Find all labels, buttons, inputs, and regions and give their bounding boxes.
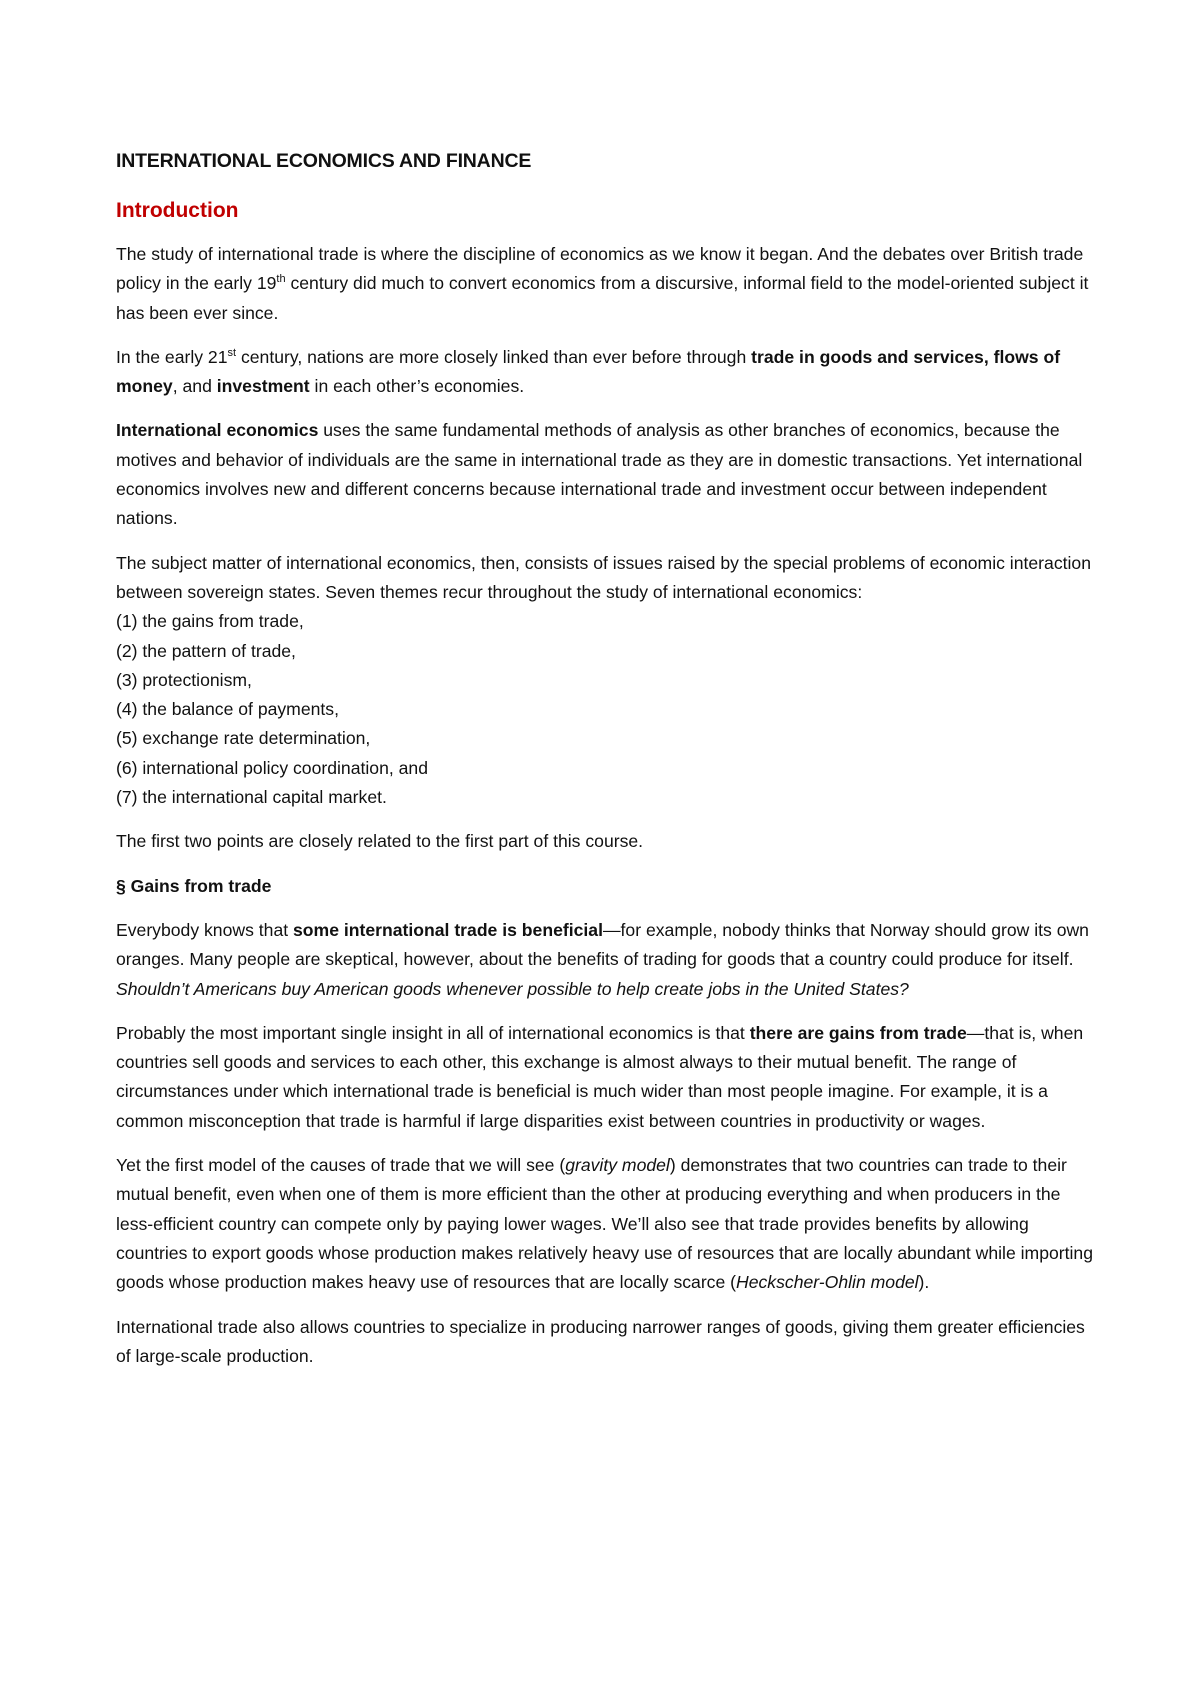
section-heading-introduction: Introduction (116, 199, 239, 222)
paragraph-2-text-b: century, nations are more closely linked than ever before through (236, 346, 752, 367)
paragraph-8-italic-2: Heckscher-Ohlin model (736, 1272, 919, 1293)
paragraph-8-text-c: ). (918, 1272, 930, 1293)
paragraph-7-text-a: Probably the most important single insight in all of international economics is that (116, 1022, 750, 1043)
themes-list (116, 607, 1101, 812)
paragraph-1 (116, 240, 1101, 328)
paragraph-2-bold-2: investment (216, 376, 310, 397)
list-item: (2) the pattern of trade, (116, 640, 296, 661)
superscript-st: st (227, 347, 237, 360)
paragraph-6-bold: some international trade is beneficial (293, 919, 603, 940)
list-item: (3) protectionism, (116, 669, 252, 690)
paragraph-4 (116, 549, 1101, 813)
paragraph-4-intro: The subject matter of international economics, then, consists of issues raised by the special problems of economic interaction between sovereign states. Seven themes recur throughout the study of international economics: (116, 552, 1091, 602)
paragraph-2-text-a: In the early 21 (116, 346, 228, 367)
paragraph-2 (116, 343, 1101, 402)
paragraph-8-italic-1: gravity model (565, 1155, 670, 1176)
paragraph-8-text-a: Yet the first model of the causes of trade that we will see ( (116, 1155, 566, 1176)
paragraph-6-italic: Shouldn’t Americans buy American goods whenever possible to help create jobs in the United States? (116, 978, 909, 999)
list-item: (5) exchange rate determination, (116, 728, 371, 749)
list-item: (1) the gains from trade, (116, 611, 304, 632)
paragraph-3-bold: International economics (116, 420, 319, 441)
paragraph-7 (116, 1019, 1101, 1136)
paragraph-1-text-b: century did much to convert economics from a discursive, informal field to the model-oriented subject it has been ever since. (116, 273, 1089, 323)
paragraph-3-text: uses the same fundamental methods of analysis as other branches of economics, because the motives and behavior of individuals are the same in international trade as they are in domestic transactions. Yet international economics involves new and different concerns because international trade and investment occur between independent nations. (116, 420, 1083, 529)
superscript-th: th (276, 273, 286, 286)
paragraph-7-bold: there are gains from trade (749, 1022, 967, 1043)
document-title: INTERNATIONAL ECONOMICS AND FINANCE (116, 150, 532, 172)
document-body (116, 146, 1101, 1386)
paragraph-6-text-a: Everybody knows that (116, 919, 294, 940)
paragraph-2-text-d: in each other’s economies. (309, 376, 525, 397)
list-item: (4) the balance of payments, (116, 699, 339, 720)
paragraph-2-bold-1: trade in goods and services, flows of money (116, 346, 1061, 397)
paragraph-3 (116, 416, 1101, 533)
paragraph-6 (116, 916, 1101, 1004)
subheading-gains-from-trade: § Gains from trade (116, 875, 272, 896)
paragraph-9: International trade also allows countries to specialize in producing narrower ranges of goods, giving them greater efficiencies of large-scale production. (116, 1316, 1085, 1366)
paragraph-5: The first two points are closely related to the first part of this course. (116, 831, 644, 852)
paragraph-6-text-b: —for example, nobody thinks that Norway should grow its own oranges. Many people are skeptical, however, about the benefits of trading for goods that a country could produce for itself. (116, 919, 1089, 970)
paragraph-2-text-c: , and (172, 376, 217, 397)
paragraph-1-text-a: The study of international trade is where the discipline of economics as we know it began. And the debates over British trade policy in the early 19 (116, 244, 1084, 294)
paragraph-8 (116, 1151, 1101, 1297)
paragraph-8-text-b: ) demonstrates that two countries can trade to their mutual benefit, even when one of them is more efficient than the other at producing everything and when producers in the less-efficient country can compete only by paying lower wages. We’ll also see that trade provides benefits by allowing countries to export goods whose production makes relatively heavy use of resources that are locally abundant while importing goods whose production makes heavy use of resources that are locally scarce ( (116, 1155, 1093, 1293)
paragraph-7-text-b: —that is, when countries sell goods and services to each other, this exchange is almost always to their mutual benefit. The range of circumstances under which international trade is beneficial is much wider than most people imagine. For example, it is a common misconception that trade is harmful if large disparities exist between countries in productivity or wages. (116, 1022, 1084, 1131)
list-item: (7) the international capital market. (116, 787, 387, 808)
list-item: (6) international policy coordination, and (116, 757, 428, 778)
